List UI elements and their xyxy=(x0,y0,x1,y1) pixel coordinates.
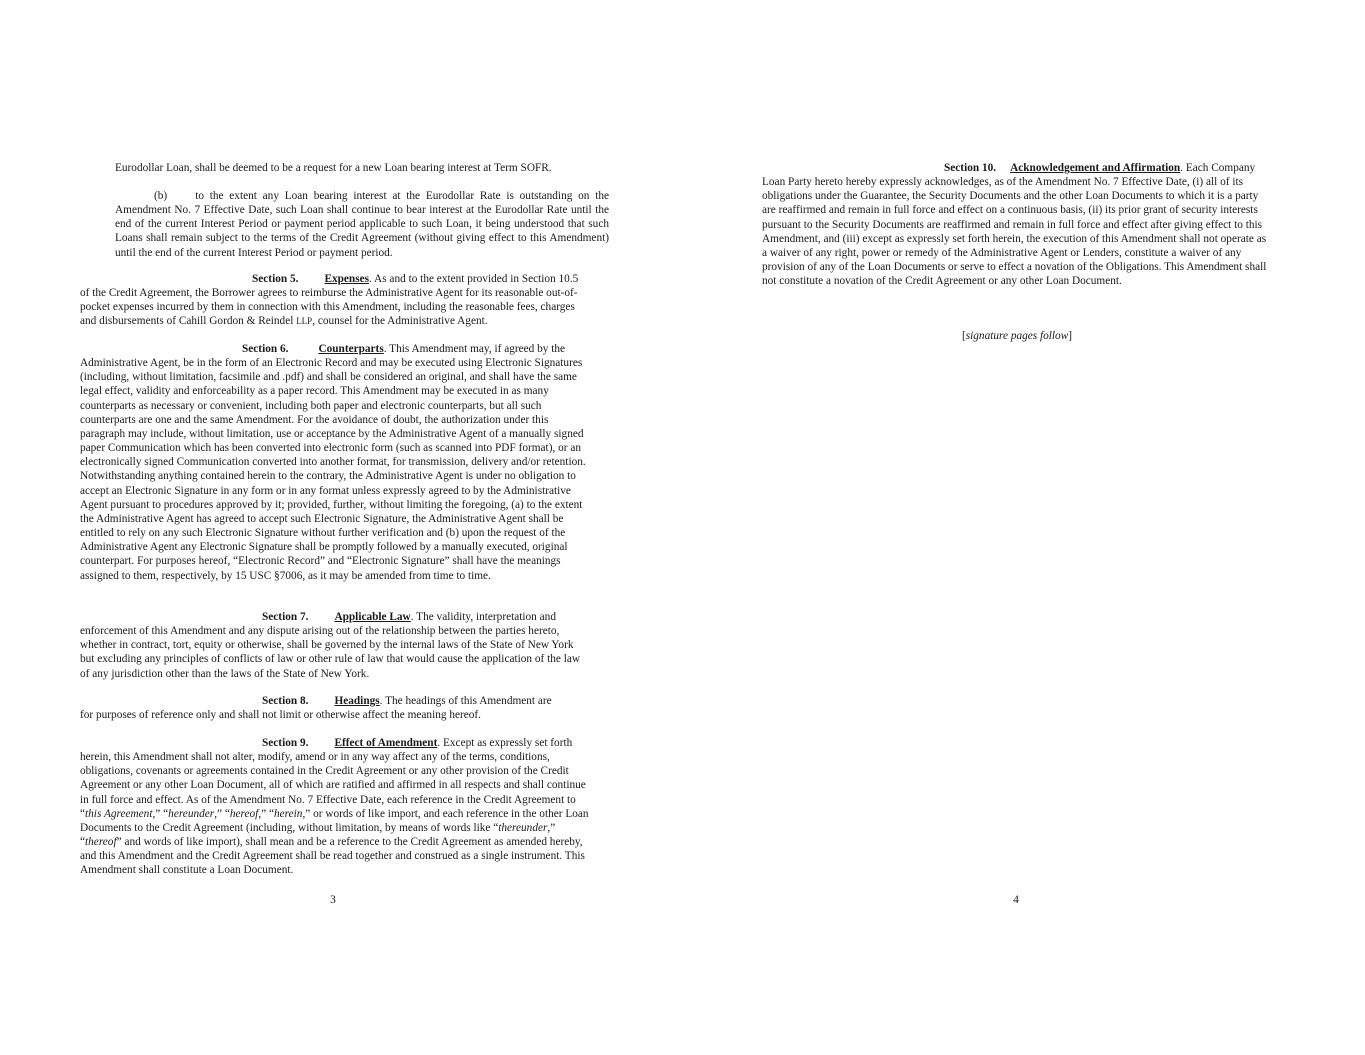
section-10-number: Section 10. xyxy=(944,162,997,174)
section-5-number: Section 5. xyxy=(252,273,299,285)
section-10 xyxy=(762,161,1270,288)
section-10-title: Acknowledgement and Affirmation xyxy=(1010,162,1181,174)
section-5-llp: LLP xyxy=(296,316,313,327)
paragraph-b-text: to the extent any Loan bearing interest at the Eurodollar Rate is outstanding on the Amendment No. 7 Effective Date, such Loan shall continue to bear interest at the Eurodollar Rate until the end of the current Interest Period or payment period applicable to such Loan, it being understood that such Loans shall remain subject to the terms of the Credit Agreement (without giving effect to this Amendment) until the end of the current Interest Period or payment period. xyxy=(115,190,609,259)
section-5-text-end: , counsel for the Administrative Agent. xyxy=(312,315,488,328)
defined-term: herein xyxy=(274,807,303,820)
document-page-4 xyxy=(682,0,1365,1055)
section-5-text: . As and to the extent provided in Section 10.5 of the Credit Agreement, the Borrower agrees to reimburse the Administrative Agent for its reasonable out-of-pocket expenses incurred by them in connection with this Amendment, including the reasonable fees, charges and disbursements of Cahill Gordon & Reindel xyxy=(80,273,579,328)
section-7-number: Section 7. xyxy=(262,611,309,623)
section-6-number: Section 6. xyxy=(242,343,289,355)
section-9-text-mid: ,” or words of like import, and each reference in the other Loan Documents to the Credit Agreement (including, without limitation, by means of words like “ xyxy=(80,807,589,834)
section-10-text: . Each Company Loan Party hereto hereby expressly acknowledges, as of the Amendment No. 7 Effective Date, (i) all of its obligations under the Guarantee, the Security Documents and the other Loan Documents to which it is a party are reaffirmed and remain in full force and effect on a continuous basis, (ii) its prior grant of security interests pursuant to the Security Documents are reaffirmed and remain in full force and effect after giving effect to this Amendment, and (iii) except as expressly set forth herein, the execution of this Amendment shall not operate as a waiver of any right, power or remedy of the Administrative Agent or Lenders, constitute a waiver of any provision of any of the Loan Documents or serve to effect a novation of the Obligations. This Amendment shall not constitute a novation of the Credit Agreement or any other Loan Document. xyxy=(762,162,1267,288)
section-9-text-end: ” and words of like import), shall mean and be a reference to the Credit Agreement as amended hereby, and this Amendment and the Credit Agreement shall be read together and construed as a single instrument. This Amendment shall constitute a Loan Document. xyxy=(80,836,585,877)
section-9-title: Effect of Amendment xyxy=(334,737,438,749)
section-8-title: Headings xyxy=(334,695,380,707)
section-7 xyxy=(80,610,582,681)
punctuation: ,” “ xyxy=(214,807,230,820)
section-5 xyxy=(80,272,588,329)
defined-term: thereof xyxy=(85,836,117,849)
signature-pages-note xyxy=(882,330,1152,342)
section-9-number: Section 9. xyxy=(262,737,309,749)
section-5-title: Expenses xyxy=(324,273,370,285)
bracket-close: ] xyxy=(1068,330,1073,342)
paragraph-b xyxy=(115,189,609,260)
paragraph-b-label: (b) xyxy=(154,190,168,202)
defined-term: hereof xyxy=(229,807,259,820)
section-9-text: . Except as expressly set forth herein, this Amendment shall not alter, modify, amend or in any way affect any of the terms, conditions, obligations, covenants or agreements contained in the Credit Agreement or any other provision of the Credit Agreement or any other Loan Document, all of which are ratified and affirmed in all respects and shall continue in full force and effect. As of the Amendment No. 7 Effective Date, each reference in the Credit Agreement to “ xyxy=(80,737,586,820)
bracket-open: [ xyxy=(961,330,966,342)
signature-note-text: signature pages follow xyxy=(965,330,1069,342)
continuation-line: Eurodollar Loan, shall be deemed to be a request for a new Loan bearing interest at Term SOFR. xyxy=(115,162,552,174)
page-number: 3 xyxy=(330,894,336,906)
defined-term: hereunder xyxy=(168,807,215,820)
section-9 xyxy=(80,736,594,878)
section-8-number: Section 8. xyxy=(262,695,309,707)
document-page-3 xyxy=(0,0,682,1055)
page-number: 4 xyxy=(1013,894,1019,906)
section-6-title: Counterparts xyxy=(318,343,384,355)
section-8-text: . The headings of this Amendment are for purposes of reference only and shall not limit or otherwise affect the meaning hereof. xyxy=(80,695,552,722)
defined-term: thereunder xyxy=(498,821,548,834)
section-6-text: . This Amendment may, if agreed by the Administrative Agent, be in the form of an Electronic Record and may be executed using Electronic Signatures (including, without limitation, facsimile and .pdf) and shall be considered an original, and shall have the same legal effect, validity and enforceability as a paper record. This Amendment may be executed in as many counterparts as necessary or convenient, including both paper and electronic counterparts, but all such counterparts are one and the same Amendment. For the avoidance of doubt, the authorization under this paragraph may include, without limitation, use or acceptance by the Administrative Agent of a manually signed paper Communication which has been converted into electronic form (such as scanned into PDF format), or an electronically signed Communication converted into another format, for transmission, delivery and/or retention. Notwithstanding anything contained herein to the contrary, the Administrative Agent is under no obligation to accept an Electronic Signature in any form or in any format unless expressly agreed to by the Administrative Agent pursuant to procedures approved by it; provided, further, without limiting the foregoing, (a) to the extent the Administrative Agent has agreed to accept such Electronic Signature, the Administrative Agent shall be entitled to rely on any such Electronic Signature without further verification and (b) upon the request of the Administrative Agent any Electronic Signature shall be promptly followed by a manually executed, original counterpart. For purposes hereof, “Electronic Record” and “Electronic Signature” shall have the meanings assigned to them, respectively, by 15 USC §7006, as it may be amended from time to time. xyxy=(80,343,586,582)
punctuation: ,” “ xyxy=(258,807,275,820)
punctuation: ,” “ xyxy=(152,807,169,820)
defined-term: this Agreement xyxy=(85,807,153,820)
section-7-text: . The validity, interpretation and enforcement of this Amendment and any dispute arising out of the relationship between the parties hereto, whether in contract, tort, equity or otherwise, shall be governed by the internal laws of the State of New York but excluding any principles of conflicts of law or other rule of law that would cause the application of the law of any jurisdiction other than the laws of the State of New York. xyxy=(80,611,581,680)
section-6 xyxy=(80,342,596,583)
section-7-title: Applicable Law xyxy=(334,611,411,623)
section-8 xyxy=(80,694,560,722)
punctuation: ,” “ xyxy=(80,821,556,849)
